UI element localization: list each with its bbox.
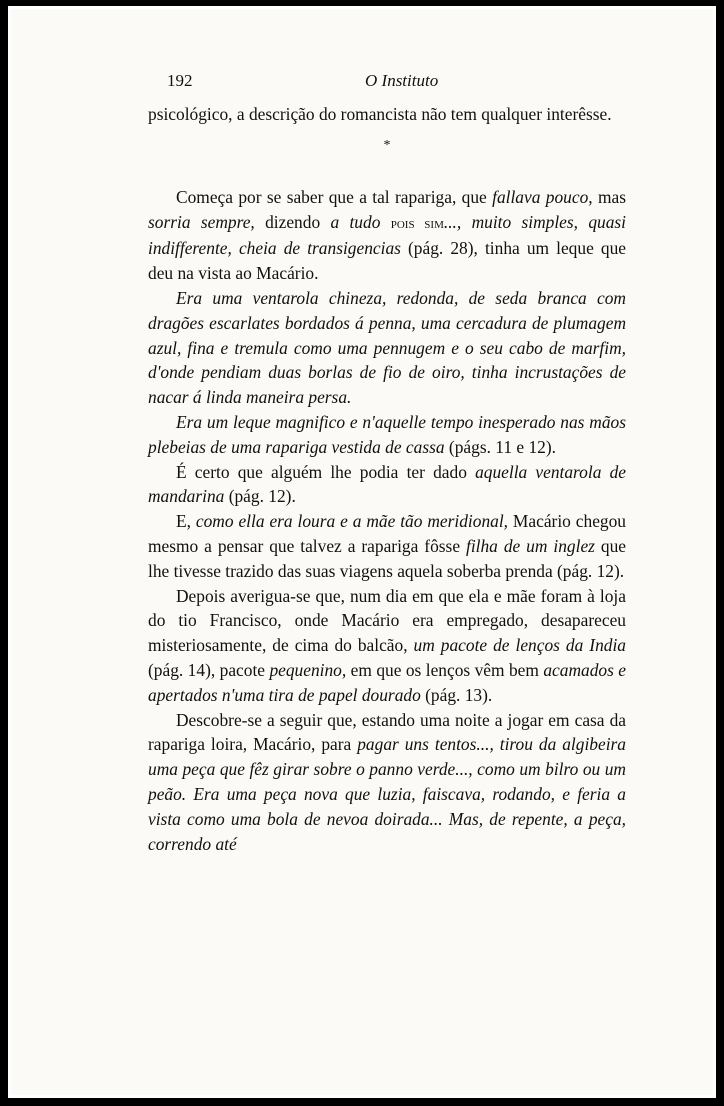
paragraph-3 (148, 286, 626, 410)
paragraph-5 (148, 460, 626, 510)
p7-italic-pacote: um pacote de lenços da India (413, 635, 626, 656)
p6-italic-filha: filha de um inglez (465, 535, 595, 556)
section-separator: * (383, 137, 391, 153)
p2-italic-sorria: sorria sempre, (148, 211, 255, 232)
p2-italic-a-tudo: a tudo (330, 211, 381, 232)
p6-text-e: que lhe tivesse trazido das suas viagens aquela soberba prenda (pág. 12). (148, 535, 626, 581)
paragraph-1 (148, 102, 626, 127)
p7-italic-acamados: acamados e apertados n'uma tira de papel dourado (148, 659, 627, 705)
body-text (148, 102, 626, 856)
page-header (167, 71, 477, 95)
paragraph-2 (148, 185, 626, 286)
paragraph-1-text: psicológico, a descrição do romancista não tem qualquer interêsse. (148, 104, 612, 124)
p3-text: Era uma ventarola chineza, redonda, de seda branca com dragões escarlates bordados á penna, uma cercadura de plumagem azul, fina e tremula como uma pennugem e o seu cabo de marfim, d'onde pendiam duas borlas de fio de oiro, tinha incrustações de nacar á linda maneira persa. (148, 287, 626, 408)
p2-italic-muito-simples: ..., muito simples, quasi indifferente, cheia de transigencias (148, 211, 627, 259)
p6-text-a: E, (176, 511, 196, 532)
running-head: O Instituto (365, 71, 439, 90)
p5-citation: (pág. 12). (224, 486, 296, 507)
p6-text-c: Macário chegou mesmo a pensar que talvez a rapariga fôsse (148, 511, 626, 556)
p2-italic-fallava: fallava pouco, (492, 186, 593, 207)
paragraph-8 (148, 708, 626, 857)
p7-text-a: Depois averigua-se que, num dia em que ela e mãe foram à loja do tio Francisco, onde Macário era empregado, desapareceu misteriosamente, de cima do balcão, (148, 585, 626, 656)
p4-citation: (págs. 11 e 12). (444, 436, 556, 457)
p7-citation: (pág. 13). (420, 684, 493, 705)
paragraph-4 (148, 410, 626, 460)
p5-text-a: É certo que alguém lhe podia ter dado (176, 461, 476, 482)
paragraph-6 (148, 509, 626, 583)
p2-text-e: dizendo (254, 211, 331, 232)
p2-text-i: (pág. 28), tinha um leque que deu na vista ao Macário. (148, 238, 626, 284)
page-number: 192 (167, 71, 193, 90)
p7-text-c: (pág. 14), pacote (148, 659, 270, 680)
p2-text-a: Começa por se saber que a tal rapariga, que (176, 186, 493, 207)
p5-italic-ventarola: aquella ventarola de mandarina (148, 461, 626, 507)
p4-italic-text: Era um leque magnifico e n'aquelle tempo inesperado nas mãos plebeias de uma rapariga vestida de cassa (148, 411, 626, 457)
p7-italic-pequenino: pequenino, (269, 659, 347, 680)
p2-smallcaps-pois-sim: pois sim (390, 215, 444, 232)
p2-text-c: mas (592, 186, 626, 207)
p7-text-e: em que os lenços vêm bem (346, 659, 544, 680)
p8-text-a: Descobre-se a seguir que, estando uma noite a jogar em casa da rapariga loira, Macário, para (148, 709, 626, 755)
p8-italic-quote: pagar uns tentos..., tirou da algibeira uma peça que fêz girar sobre o panno verde..., como um bilro ou um peão. Era uma peça nova que luzia, faiscava, rodando, e feria a vista como uma bola de nevoa doirada... Mas, de repente, a peça, correndo até (148, 734, 626, 854)
p6-italic-loura: como ella era loura e a mãe tão meridional, (195, 511, 509, 532)
paragraph-7 (148, 584, 626, 708)
